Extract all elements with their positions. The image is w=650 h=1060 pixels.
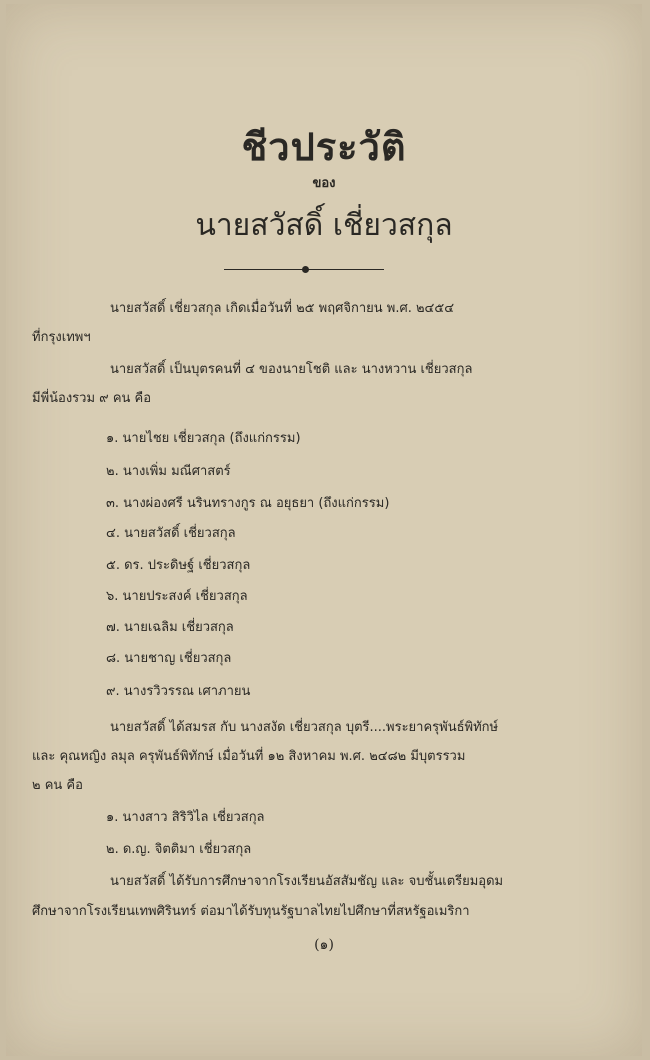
subtitle-of: ของ: [312, 176, 336, 191]
sibling-item: ๘. นายชาญ เชี่ยวสกุล: [106, 651, 232, 666]
child-item: ๒. ด.ญ. จิตติมา เชี่ยวสกุล: [106, 842, 252, 857]
divider-dot: [302, 266, 309, 273]
paragraph-family-line-2: มีพี่น้องรวม ๙ คน คือ: [32, 391, 152, 406]
sibling-item: ๖. นายประสงค์ เชี่ยวสกุล: [106, 589, 248, 604]
person-name: นายสวัสดิ์ เชี่ยวสกุล: [195, 208, 453, 243]
sibling-item: ๔. นายสวัสดิ์ เชี่ยวสกุล: [106, 526, 236, 541]
sibling-item: ๗. นายเฉลิม เชี่ยวสกุล: [106, 620, 234, 635]
ornamental-divider: [224, 266, 384, 274]
page-title: ชีวประวัติ: [241, 125, 407, 169]
paragraph-marriage-line-3: ๒ คน คือ: [32, 778, 83, 793]
paragraph-marriage-line-2: และ คุณหญิง ลมุล ครุพันธ์พิทักษ์ เมื่อวันที่ ๑๒ สิงหาคม พ.ศ. ๒๔๘๒ มีบุตรรวม: [32, 749, 466, 764]
paragraph-education-line-1: นายสวัสดิ์ ได้รับการศึกษาจากโรงเรียนอัสสัมชัญ และ จบชั้นเตรียมอุดม: [110, 874, 504, 889]
sibling-item: ๕. ดร. ประดิษฐ์ เชี่ยวสกุล: [106, 558, 251, 573]
paragraph-birth-line-2: ที่กรุงเทพฯ: [32, 330, 91, 345]
sibling-item: ๑. นายไชย เชี่ยวสกุล (ถึงแก่กรรม): [106, 431, 301, 446]
paragraph-birth-line-1: นายสวัสดิ์ เชี่ยวสกุล เกิดเมื่อวันที่ ๒๕ พฤศจิกายน พ.ศ. ๒๔๕๔: [110, 301, 455, 316]
document-page: [6, 4, 642, 1056]
sibling-item: ๓. นางผ่องศรี นรินทรางกูร ณ อยุธยา (ถึงแก่กรรม): [106, 496, 390, 511]
child-item: ๑. นางสาว สิริวิไล เชี่ยวสกุล: [106, 810, 265, 825]
page-number: (๑): [314, 937, 334, 953]
sibling-item: ๒. นางเพิ่ม มณีศาสตร์: [106, 464, 231, 479]
sibling-item: ๙. นางรวิวรรณ เศาภายน: [106, 684, 251, 699]
paragraph-education-line-2: ศึกษาจากโรงเรียนเทพศิรินทร์ ต่อมาได้รับทุนรัฐบาลไทยไปศึกษาที่สหรัฐอเมริกา: [32, 904, 470, 919]
paragraph-family-line-1: นายสวัสดิ์ เป็นบุตรคนที่ ๔ ของนายโชติ และ นางหวาน เชี่ยวสกุล: [110, 362, 473, 377]
paragraph-marriage-line-1: นายสวัสดิ์ ได้สมรส กับ นางสงัด เชี่ยวสกุล บุตรี....พระยาครุพันธ์พิทักษ์: [110, 720, 499, 735]
